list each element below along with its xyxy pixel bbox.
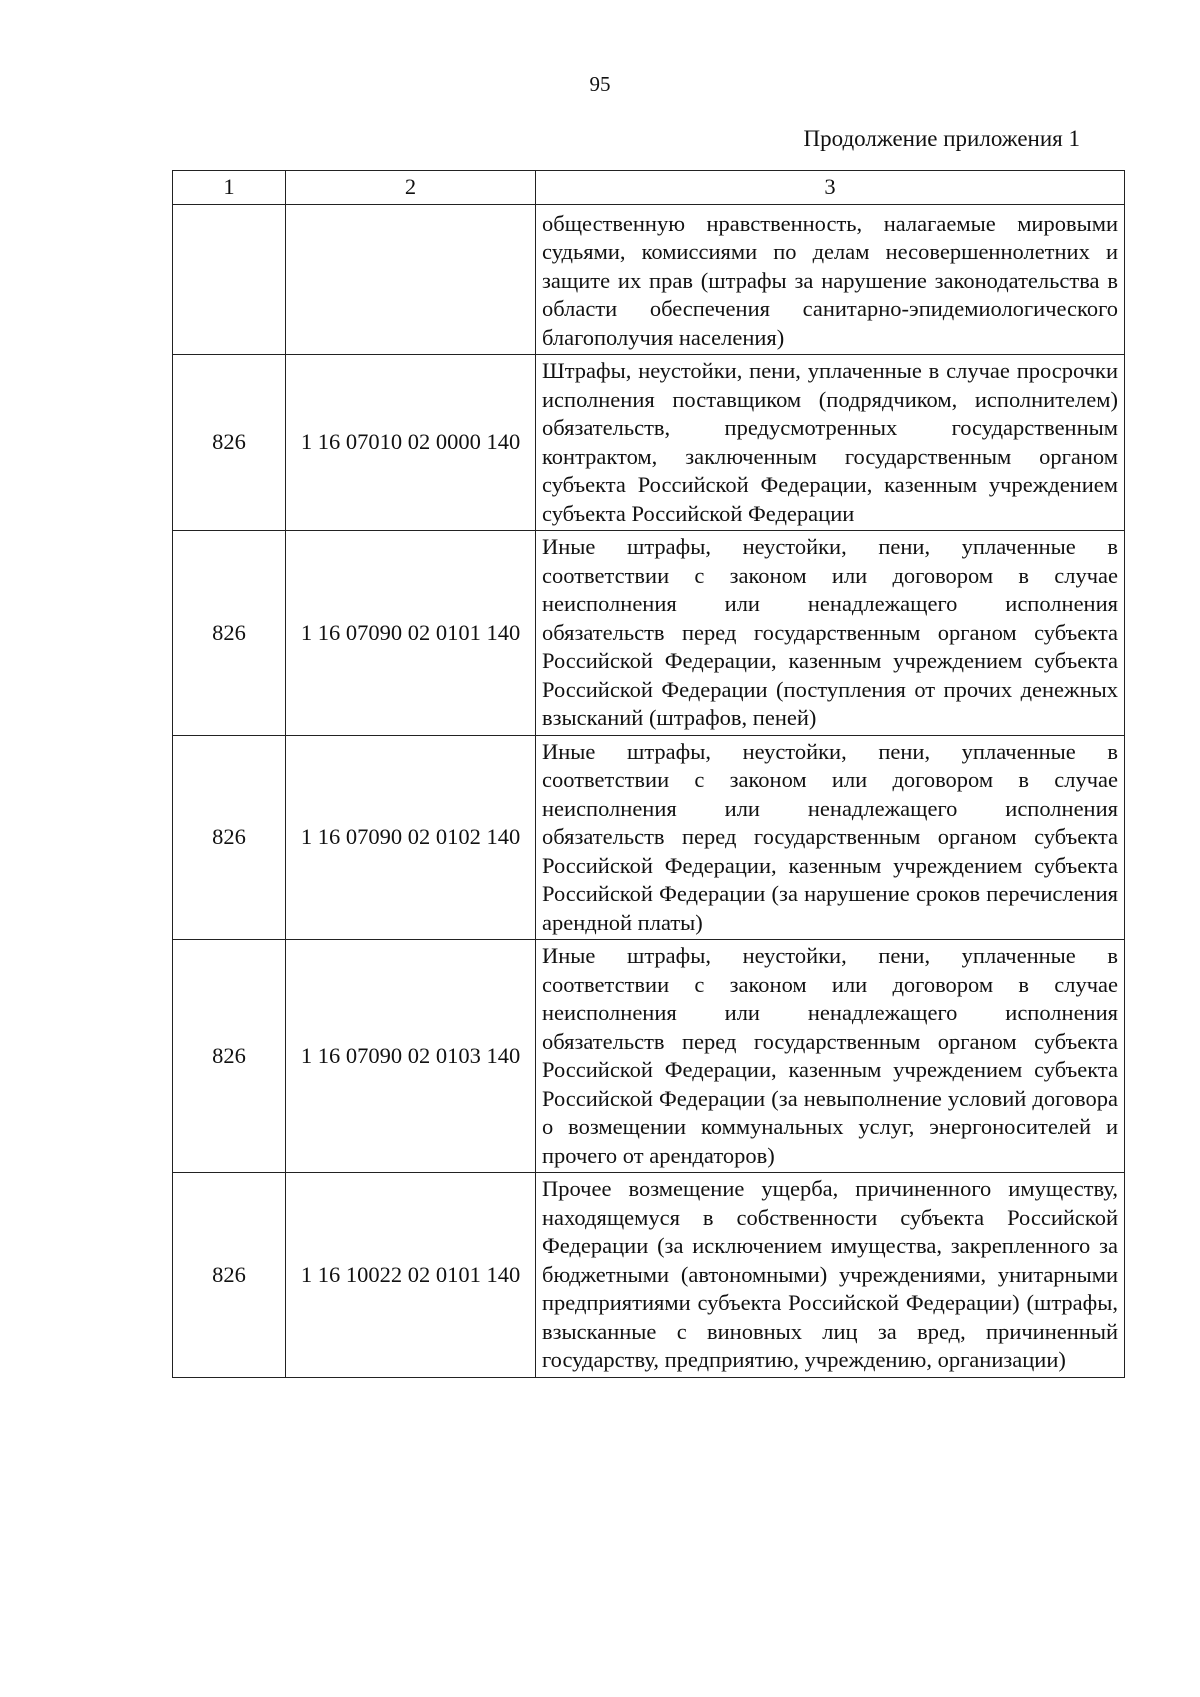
continuation-heading: Продолжение приложения 1 — [803, 126, 1080, 151]
admin-code-cell: 826 — [173, 531, 286, 736]
table-row — [173, 355, 1125, 531]
description-cell: Прочее возмещение ущерба, причиненного имуществу, находящемуся в собственности субъекта Российской Федерации (за исключением имущества, закрепленного за бюджетными (автономными) учреждениями, унитарными предприятиями субъекта Российской Федерации) (штрафы, взысканные с виновных лиц за вред, причиненный государству, предприятию, учреждению, организации) — [536, 1173, 1125, 1378]
table-row — [173, 1173, 1125, 1378]
admin-code-cell: 826 — [173, 735, 286, 940]
column-header-2: 2 — [286, 171, 536, 205]
admin-code-cell: 826 — [173, 355, 286, 531]
table-row — [173, 531, 1125, 736]
budget-code-cell — [286, 204, 536, 355]
column-header-3: 3 — [536, 171, 1125, 205]
admin-code-cell — [173, 204, 286, 355]
description-cell: Иные штрафы, неустойки, пени, уплаченные в соответствии с законом или договором в случае неисполнения или ненадлежащего исполнения обязательств перед государственным органом субъекта Российской Федерации, казенным учреждением субъекта Российской Федерации (за нарушение сроков перечисления арендной платы) — [536, 735, 1125, 940]
budget-code-cell: 1 16 07090 02 0102 140 — [286, 735, 536, 940]
table-row — [173, 735, 1125, 940]
appendix-table — [172, 170, 1125, 1378]
description-cell: общественную нравственность, налагаемые мировыми судьями, комиссиями по делам несовершеннолетних и защите их прав (штрафы за нарушение законодательства в области обеспечения санитарно-эпидемиологического благополучия населения) — [536, 204, 1125, 355]
admin-code-cell: 826 — [173, 940, 286, 1173]
description-cell: Штрафы, неустойки, пени, уплаченные в случае просрочки исполнения поставщиком (подрядчиком, исполнителем) обязательств, предусмотренных государственным контрактом, заключенным государственным органом субъекта Российской Федерации, казенным учреждением субъекта Российской Федерации — [536, 355, 1125, 531]
budget-code-cell: 1 16 10022 02 0101 140 — [286, 1173, 536, 1378]
budget-code-cell: 1 16 07010 02 0000 140 — [286, 355, 536, 531]
column-header-1: 1 — [173, 171, 286, 205]
page-number: 95 — [589, 72, 611, 96]
description-cell: Иные штрафы, неустойки, пени, уплаченные в соответствии с законом или договором в случае неисполнения или ненадлежащего исполнения обязательств перед государственным органом субъекта Российской Федерации, казенным учреждением субъекта Российской Федерации (поступления от прочих денежных взысканий (штрафов, пеней) — [536, 531, 1125, 736]
table-row — [173, 204, 1125, 355]
table-row — [173, 940, 1125, 1173]
description-cell: Иные штрафы, неустойки, пени, уплаченные в соответствии с законом или договором в случае неисполнения или ненадлежащего исполнения обязательств перед государственным органом субъекта Российской Федерации, казенным учреждением субъекта Российской Федерации (за невыполнение условий договора о возмещении коммунальных услуг, энергоносителей и прочего от арендаторов) — [536, 940, 1125, 1173]
budget-code-cell: 1 16 07090 02 0103 140 — [286, 940, 536, 1173]
budget-code-cell: 1 16 07090 02 0101 140 — [286, 531, 536, 736]
admin-code-cell: 826 — [173, 1173, 286, 1378]
table-header-row — [173, 171, 1125, 205]
